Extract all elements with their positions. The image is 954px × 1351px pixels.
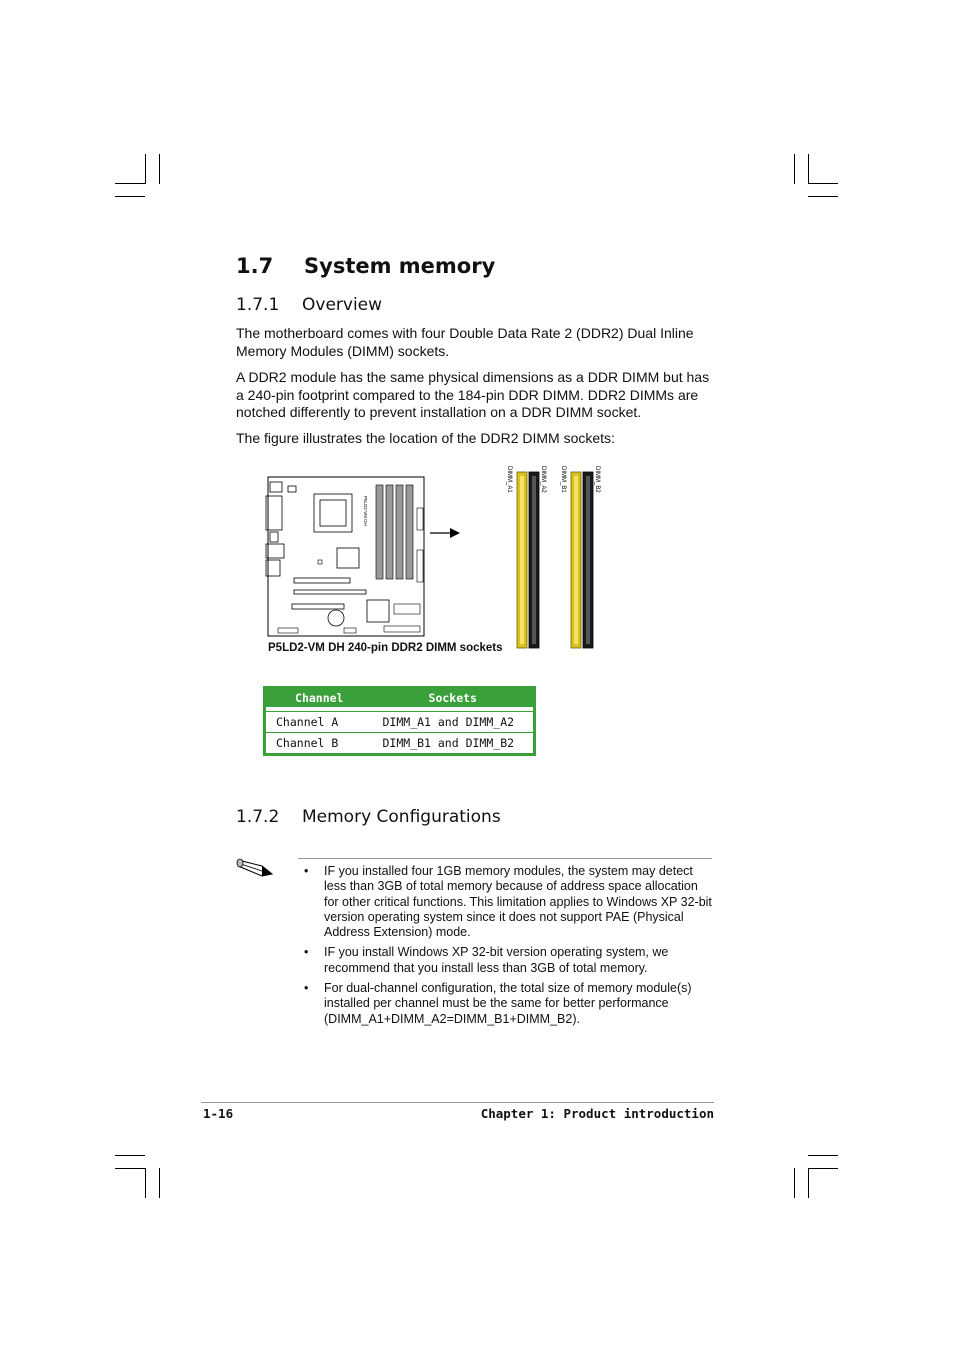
channel-header: Channel	[265, 688, 373, 708]
sockets-cell: DIMM_B1 and DIMM_B2	[373, 733, 535, 755]
overview-paragraph-1: The motherboard comes with four Double Data Rate 2 (DDR2) Dual Inline Memory Modules (DIMM) sockets.	[236, 325, 694, 359]
dimm-label-a1: DIMM_A1	[506, 466, 512, 493]
section-heading	[236, 254, 495, 278]
list-item: • IF you install Windows XP 32-bit version operating system, we recommend that you install less than 3GB of total memory.	[304, 945, 669, 975]
overview-paragraph-2: A DDR2 module has the same physical dimensions as a DDR DIMM but has a 240-pin footprint compared to the 184-pin DDR DIMM. DDR2 DIMMs are notched differently to prevent installation on a DDR DIMM socket.	[236, 369, 710, 420]
section-title: System memory	[304, 254, 496, 278]
dimm-slots-enlarged	[517, 472, 593, 648]
figure-caption: P5LD2-VM DH 240-pin DDR2 DIMM sockets	[268, 642, 503, 654]
channel-cell: Channel B	[265, 733, 373, 755]
memory-config-number: 1.7.2	[236, 807, 280, 827]
page-number: 1-16	[203, 1106, 234, 1121]
dimm-label-b1: DIMM_B1	[560, 466, 566, 493]
note-text: IF you install Windows XP 32-bit version operating system, we recommend that you install less than 3GB of total memory.	[324, 945, 669, 975]
list-item: • IF you installed four 1GB memory modules, the system may detect less than 3GB of total memory because of address space allocation for other critical functions. This limitation applies to Windows XP 32-bit version operating system since it does not support PAE (Physical Address Extension) mode.	[304, 864, 712, 940]
list-item: • For dual-channel configuration, the total size of memory module(s) installed per channel must be the same for better performance (DIMM_A1+DIMM_A2=DIMM_B1+DIMM_B2).	[304, 981, 692, 1026]
footer-divider	[201, 1102, 714, 1103]
overview-heading	[236, 295, 382, 315]
table-row	[265, 733, 535, 755]
chapter-title: Chapter 1: Product introduction	[480, 1106, 714, 1121]
channel-table	[263, 686, 536, 756]
overview-paragraph-3: The figure illustrates the location of the DDR2 DIMM sockets:	[236, 430, 615, 446]
memory-config-title: Memory Configurations	[302, 807, 501, 827]
overview-number: 1.7.1	[236, 295, 280, 315]
dimm-label-b2: DIMM_B2	[594, 466, 600, 493]
note-text: For dual-channel configuration, the total size of memory module(s) installed per channel must be the same for better performance (DIMM_A1+DIMM_A2=DIMM_B1+DIMM_B2).	[324, 981, 692, 1026]
table-row	[265, 712, 535, 733]
channel-cell: Channel A	[265, 712, 373, 733]
note-list	[304, 864, 714, 1032]
memory-config-heading	[236, 807, 501, 827]
section-number: 1.7	[236, 254, 274, 278]
note-text: IF you installed four 1GB memory modules, the system may detect less than 3GB of total memory because of address space allocation for other critical functions. This limitation applies to Windows XP 32-bit version operating system since it does not support PAE (Physical Address Extension) mode.	[324, 864, 712, 940]
note-divider	[298, 858, 712, 859]
dimm-label-a2: DIMM_A2	[540, 466, 546, 493]
motherboard-diagram	[262, 460, 622, 660]
dimm-figure	[262, 460, 622, 660]
sockets-header: Sockets	[373, 688, 535, 708]
pencil-note-icon	[236, 852, 274, 883]
overview-title: Overview	[302, 295, 383, 315]
sockets-cell: DIMM_A1 and DIMM_A2	[373, 712, 535, 733]
board-label: P5LD2-VM DH	[363, 496, 368, 526]
